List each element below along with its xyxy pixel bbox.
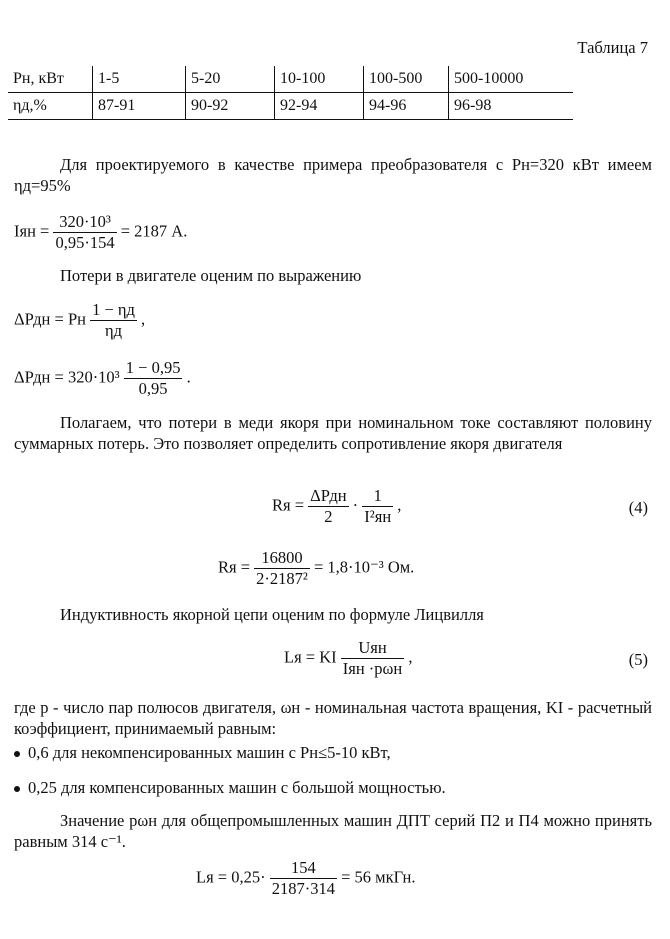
list-item — [14, 777, 446, 798]
eq-numerator: 1 − ηд — [92, 300, 135, 319]
eq-lhs: Rя = — [218, 557, 251, 577]
eq-lhs: Rя = — [272, 495, 305, 515]
eq-rhs: = 2187 А. — [120, 221, 188, 241]
equation-number: (4) — [628, 498, 648, 517]
bullet-icon — [14, 786, 20, 792]
paragraph-losses: Потери в двигателе оценим по выражению — [60, 266, 362, 285]
eq-numerator: 154 — [270, 858, 337, 879]
equation-armature-resistance — [272, 486, 401, 527]
eq-fraction — [124, 358, 183, 399]
eq-fraction — [270, 858, 337, 899]
table-cell: 10-100 — [275, 66, 364, 93]
eq-lhs: ΔРдн = 320·10³ — [14, 367, 120, 387]
eq-fraction — [308, 486, 348, 527]
table-cell: 1-5 — [93, 66, 186, 93]
eq-rhs: , — [397, 495, 402, 515]
eq-denominator: 0,95 — [138, 379, 168, 398]
list-item-text: 0,6 для некомпенсированных машин с Рн≤5-10 кВт, — [28, 743, 391, 762]
eq-rhs: = 56 мкГн. — [341, 867, 416, 887]
eq-lhs: Lя = KI — [284, 647, 337, 667]
eq-fraction — [362, 486, 393, 527]
list-item-text: 0,25 для компенсированных машин с большой мощностью. — [28, 778, 446, 797]
equation-motor-losses-value — [14, 358, 191, 399]
eq-lhs: ΔРдн = Рн — [14, 309, 86, 329]
table-title: Таблица 7 — [577, 38, 648, 57]
list-item — [14, 742, 391, 763]
eq-rhs: , — [408, 647, 413, 667]
eq-denominator: I²ян — [364, 507, 392, 526]
equation-armature-inductance — [284, 638, 413, 679]
eq-denominator: 2 — [324, 507, 333, 526]
eq-numerator: 16800 — [254, 548, 310, 569]
eq-rhs: . — [186, 367, 191, 387]
eq-numerator: Uян — [341, 638, 404, 659]
equation-armature-resistance-value — [218, 548, 414, 589]
equation-number: (5) — [628, 650, 648, 669]
table-cell: 100-500 — [364, 66, 449, 93]
eq-denominator: ηд — [104, 321, 123, 340]
table-row — [8, 66, 573, 93]
bullet-icon — [14, 751, 20, 757]
table-cell: 90-92 — [186, 93, 275, 120]
paragraph-copper-losses: Полагаем, что потери в меди якоря при номинальном токе составляют половину суммарных потерь. Это позволяет определить сопротивление якоря двигателя — [14, 413, 652, 453]
table-cell: Рн, кВт — [8, 66, 93, 93]
paragraph-example: Для проектируемого в качестве примера преобразователя с Рн=320 кВт имеем ηд=95% — [14, 155, 652, 195]
table-cell: 5-20 — [186, 66, 275, 93]
paragraph-pwn-value: Значение pωн для общепромышленных машин ДПТ серий П2 и П4 можно принять равным 314 с⁻¹. — [14, 811, 652, 851]
eq-rhs: , — [141, 309, 146, 329]
eq-numerator: 320·10³ — [53, 212, 116, 233]
eq-denominator: 2187·314 — [271, 879, 335, 898]
eq-lhs: Iян = — [14, 221, 50, 241]
equation-inductance-value — [196, 858, 415, 899]
paragraph-definitions: где p - число пар полюсов двигателя, ωн - номинальная частота вращения, KI - расчетный коэффициент, принимаемый равным: — [14, 698, 652, 738]
eq-numerator: 1 — [362, 486, 393, 507]
table-cell: 92-94 — [275, 93, 364, 120]
eq-rhs: = 1,8·10⁻³ Ом. — [313, 557, 415, 577]
table-cell: 500-10000 — [449, 66, 574, 93]
table-cell: ηд,% — [8, 93, 93, 120]
paragraph-inductance: Индуктивность якорной цепи оценим по формуле Лицвилля — [60, 605, 484, 624]
eq-denominator: Iян ·pωн — [342, 659, 403, 678]
equation-motor-losses — [14, 300, 145, 341]
equation-armature-current — [14, 212, 187, 253]
table-cell: 94-96 — [364, 93, 449, 120]
eq-denominator: 2·2187² — [256, 569, 308, 588]
eq-denominator: 0,95·154 — [55, 233, 115, 252]
table-cell: 96-98 — [449, 93, 574, 120]
eq-fraction — [254, 548, 310, 589]
eq-fraction — [53, 212, 116, 253]
eq-fraction — [90, 300, 137, 341]
power-efficiency-table — [8, 66, 573, 120]
eq-numerator: 1 − 0,95 — [125, 358, 181, 377]
table-row — [8, 93, 573, 120]
eq-operator: · — [352, 495, 359, 515]
eq-lhs: Lя = 0,25· — [196, 867, 266, 887]
table-cell: 87-91 — [93, 93, 186, 120]
eq-numerator: ΔРдн — [310, 486, 347, 505]
eq-fraction — [341, 638, 404, 679]
